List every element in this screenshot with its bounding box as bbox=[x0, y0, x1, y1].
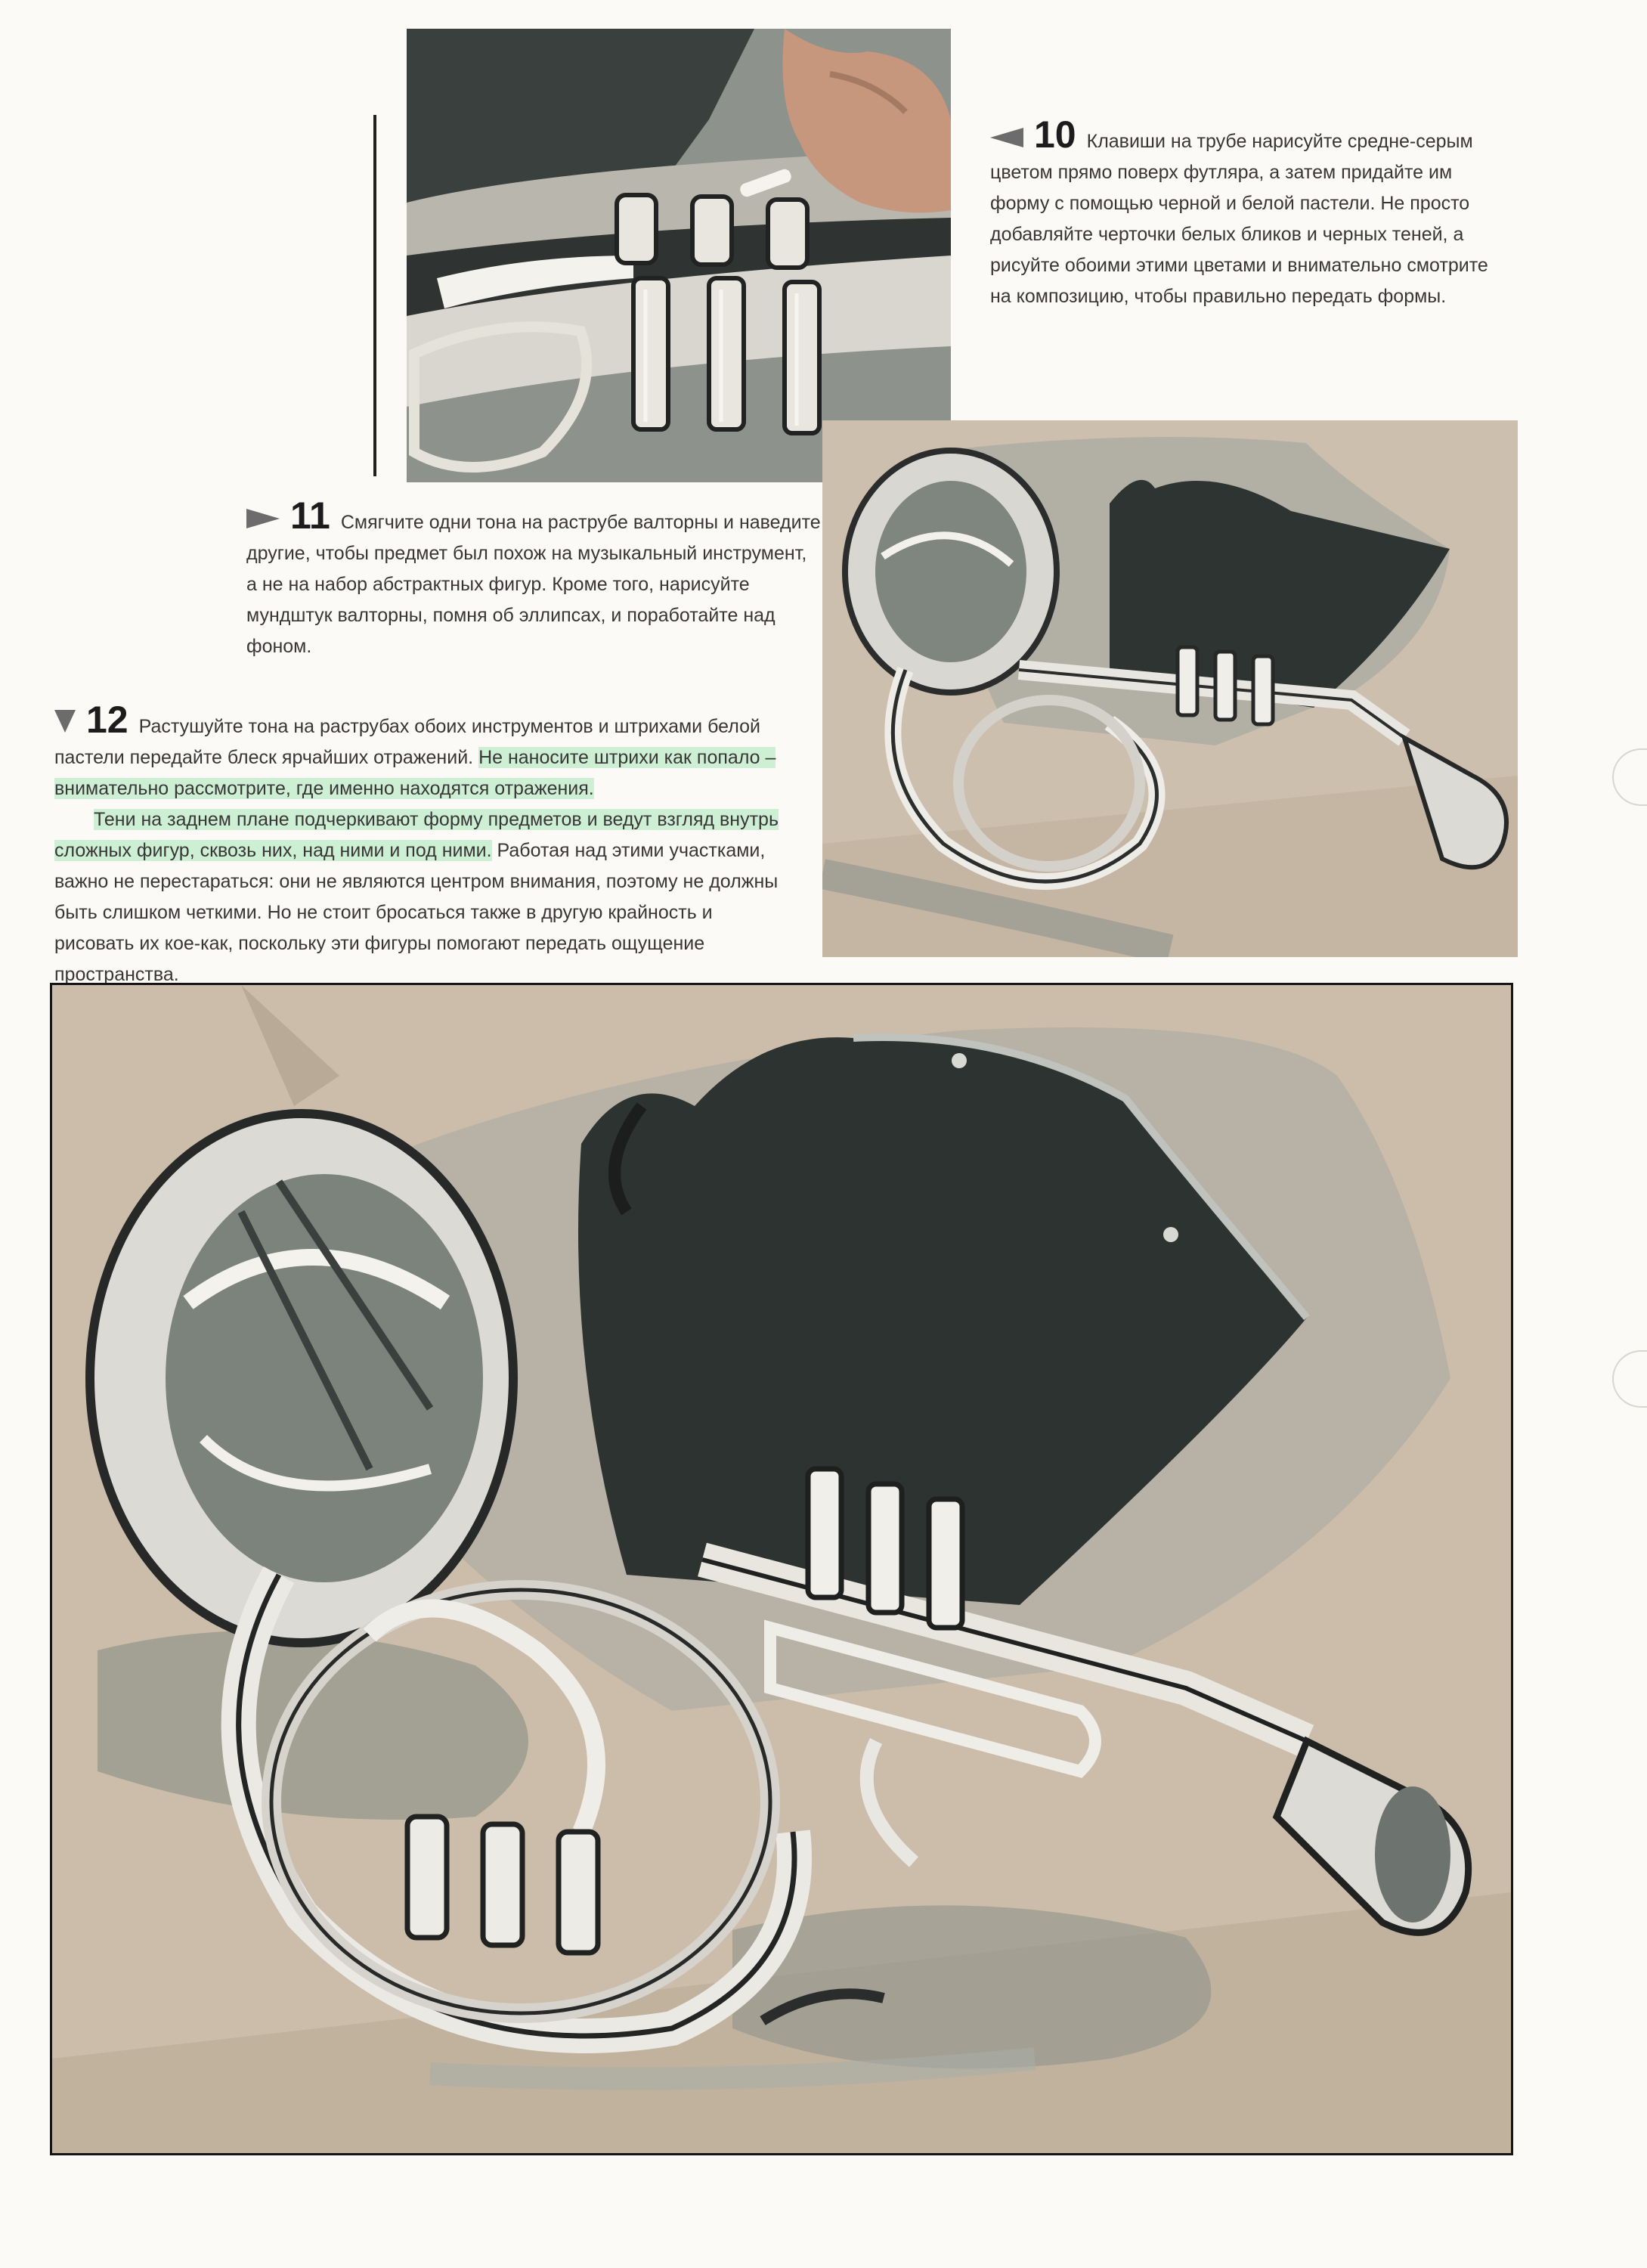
triangle-right-icon bbox=[246, 509, 280, 528]
step-number: 10 bbox=[1034, 113, 1076, 156]
step-11-painting bbox=[822, 420, 1518, 957]
highlighted-text: Тени на заднем плане подчеркивают форму предметов и ведут взгляд внутрь сложных фигур, сквозь них, над ними и под ними. bbox=[54, 809, 779, 861]
triangle-down-icon bbox=[54, 710, 76, 733]
step-number: 11 bbox=[290, 494, 330, 537]
step-text: Смягчите одни тона на раструбе валторны и наведите другие, чтобы предмет был похож на музыкальный инструмент, а не на набор абстрактных фигур. Кроме того, нарисуйте мундштук валторны, помня об эллипсах, и поработайте над фоном. bbox=[246, 512, 821, 657]
step-10-painting bbox=[407, 29, 951, 482]
step-text: Клавиши на трубе нарисуйте средне-серым цветом прямо поверх футляра, а затем придайте им форму с помощью черной и белой пастели. Не просто добавляйте черточки белых бликов и черных теней, а рисуйте обоими этими цветами и внимательно смотрите на композицию, чтобы правильно передать формы. bbox=[990, 131, 1488, 307]
final-painting bbox=[50, 983, 1513, 2155]
step-text: Работая над этими участками, важно не перестараться: они не являются центром внимания, поэтому не должны быть слишком четкими. Но не стоит бросаться также в другую крайность и рисовать их кое-как, поскольку эти фигуры помогают передать ощущение пространства. bbox=[54, 840, 779, 985]
step-number: 12 bbox=[86, 699, 128, 741]
step-10 bbox=[990, 113, 1504, 312]
step-12 bbox=[54, 699, 795, 990]
binder-hole bbox=[1612, 748, 1647, 806]
step-text-intro: Растушуйте тона на раструбах обоих инструментов и штрихами белой пастели передайте блеск ярчайших отражений. bbox=[54, 716, 760, 768]
step-11 bbox=[246, 494, 821, 662]
vertical-rule bbox=[373, 115, 376, 476]
highlighted-text: Не наносите штрихи как попало – внимательно рассмотрите, где именно находятся отражения. bbox=[54, 747, 776, 799]
binder-hole bbox=[1612, 1350, 1647, 1408]
triangle-left-icon bbox=[990, 128, 1023, 147]
